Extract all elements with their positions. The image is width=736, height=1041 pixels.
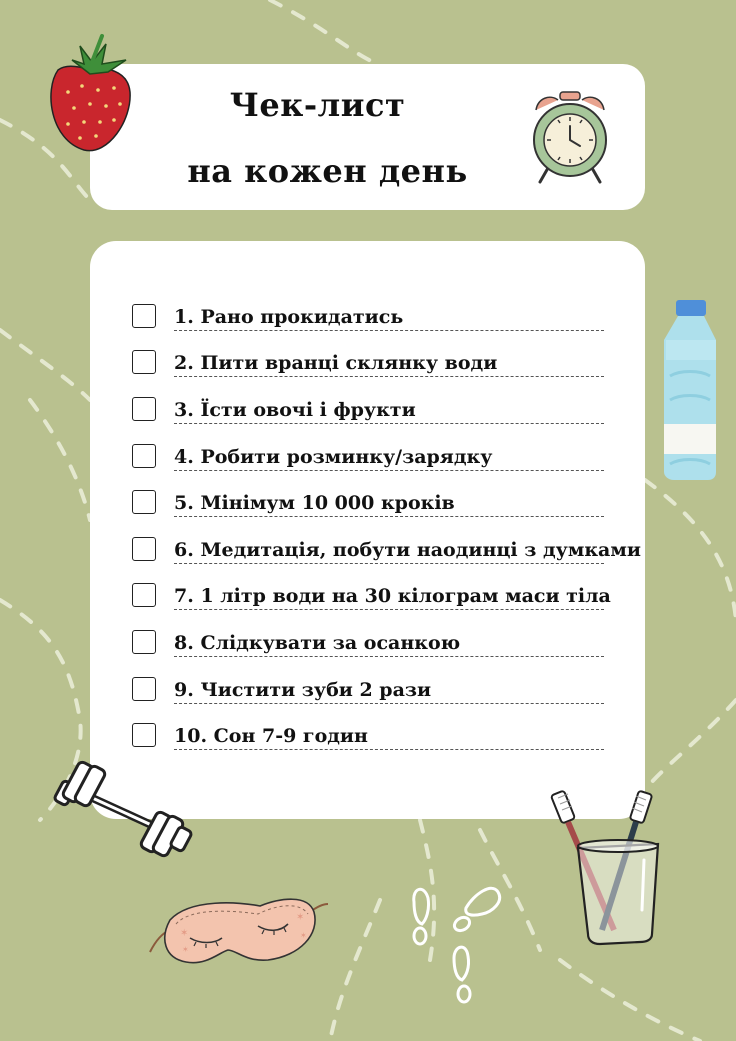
dotted-underline: [174, 330, 604, 331]
svg-text:✶: ✶: [296, 912, 305, 923]
checkbox[interactable]: [132, 350, 156, 374]
checklist-item: [132, 721, 604, 761]
checklist-item-label: 10. Сон 7-9 годин: [174, 725, 368, 747]
toothbrush-glass-icon: [552, 790, 670, 950]
footprints-icon: [408, 876, 508, 1008]
page-subtitle: на кожен день: [187, 152, 468, 190]
checklist-item-label: 2. Пити вранці склянку води: [174, 352, 498, 374]
dotted-underline: [174, 423, 604, 424]
dotted-underline: [174, 703, 604, 704]
dotted-underline: [174, 749, 604, 750]
checklist-item: [132, 628, 604, 668]
dotted-underline: [174, 470, 604, 471]
checklist-item-label: 5. Мінімум 10 000 кроків: [174, 492, 455, 514]
alarm-clock-icon: [530, 88, 610, 184]
checklist-item: [132, 442, 604, 482]
svg-text:✶: ✶: [300, 931, 307, 940]
dotted-underline: [174, 376, 604, 377]
checklist-item: [132, 675, 604, 715]
checklist-item-label: 9. Чистити зуби 2 рази: [174, 679, 432, 701]
sleep-mask-icon: [150, 890, 330, 970]
checklist-item: [132, 488, 604, 528]
checkbox[interactable]: [132, 677, 156, 701]
dotted-underline: [174, 609, 604, 610]
checklist-item-label: 1. Рано прокидатись: [174, 306, 404, 328]
checkbox[interactable]: [132, 490, 156, 514]
checklist-item: [132, 581, 611, 621]
svg-text:✶: ✶: [180, 928, 189, 939]
checklist-item: [132, 535, 641, 575]
checkbox[interactable]: [132, 304, 156, 328]
checklist-item-label: 4. Робити розминку/зарядку: [174, 446, 493, 468]
dotted-underline: [174, 516, 604, 517]
water-bottle-icon: [660, 300, 722, 480]
checkbox[interactable]: [132, 630, 156, 654]
checkbox[interactable]: [132, 583, 156, 607]
checkbox[interactable]: [132, 444, 156, 468]
dotted-underline: [174, 563, 604, 564]
checkbox[interactable]: [132, 723, 156, 747]
checklist-item-label: 6. Медитація, побути наодинці з думками: [174, 539, 641, 561]
checklist-item: [132, 302, 604, 342]
svg-text:✶: ✶: [182, 945, 189, 954]
checklist-item-label: 3. Їсти овочі і фрукти: [174, 399, 416, 421]
dotted-underline: [174, 656, 604, 657]
checkbox[interactable]: [132, 397, 156, 421]
checkbox[interactable]: [132, 537, 156, 561]
page-title: Чек-лист: [229, 86, 406, 124]
checklist-item: [132, 348, 604, 388]
checklist-item-label: 7. 1 літр води на 30 кілограм маси тіла: [174, 585, 611, 607]
strawberry-icon: [44, 30, 136, 154]
checklist-item: [132, 395, 604, 435]
checklist-item-label: 8. Слідкувати за осанкою: [174, 632, 461, 654]
dumbbell-icon: [48, 756, 198, 866]
